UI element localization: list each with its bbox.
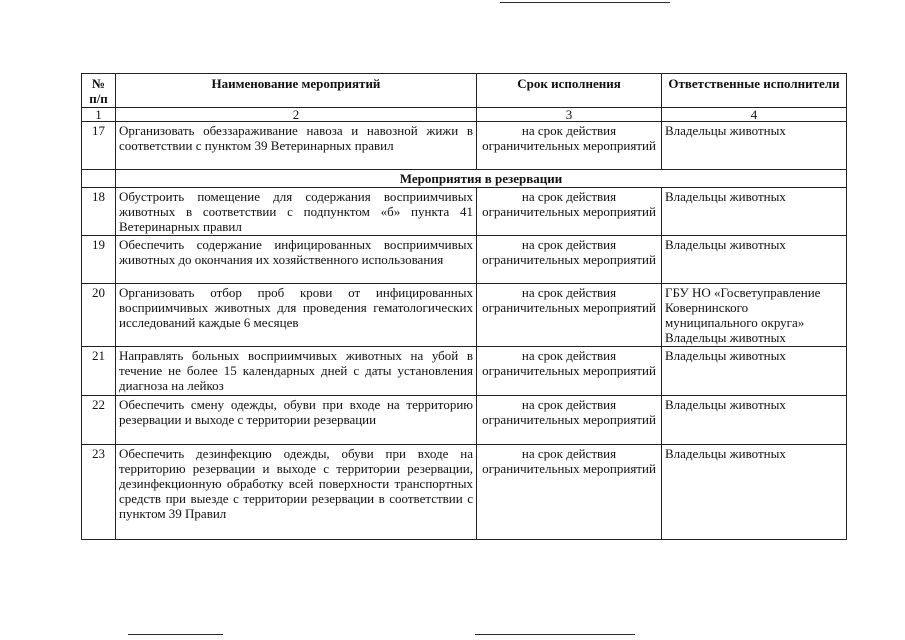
measure-term: на срок действия ограничительных мероприятий (477, 284, 662, 347)
measures-table (81, 73, 847, 540)
header-responsible: Ответственные исполнители (662, 74, 847, 108)
column-index-row (82, 108, 847, 122)
scan-edge-top (500, 2, 670, 3)
table-row (82, 347, 847, 396)
measure-responsible: Владельцы животных (662, 188, 847, 236)
column-index: 3 (477, 108, 662, 122)
row-number: 19 (82, 236, 116, 284)
section-spacer (82, 170, 116, 188)
measure-responsible: Владельцы животных (662, 236, 847, 284)
row-number: 21 (82, 347, 116, 396)
measure-term: на срок действия ограничительных мероприятий (477, 445, 662, 540)
header-name: Наименование мероприятий (116, 74, 477, 108)
row-number: 22 (82, 396, 116, 445)
scan-edge-bottom-right (475, 634, 635, 635)
measure-term: на срок действия ограничительных мероприятий (477, 188, 662, 236)
column-index: 4 (662, 108, 847, 122)
row-number: 23 (82, 445, 116, 540)
measure-responsible: Владельцы животных (662, 445, 847, 540)
measure-responsible: Владельцы животных (662, 396, 847, 445)
column-index: 1 (82, 108, 116, 122)
measure-term: на срок действия ограничительных мероприятий (477, 347, 662, 396)
measure-name: Обеспечить дезинфекцию одежды, обуви при входе на территорию резервации и выходе с территории резервации, дезинфекционную обработку всей поверхности транспортных средств при выезде с территории резервации в соответствии с пунктом 39 Правил (116, 445, 477, 540)
row-number: 18 (82, 188, 116, 236)
row-number: 20 (82, 284, 116, 347)
measure-name: Обустроить помещение для содержания восприимчивых животных в соответствии с подпунктом «б» пункта 41 Ветеринарных правил (116, 188, 477, 236)
measure-term: на срок действия ограничительных мероприятий (477, 236, 662, 284)
header-term: Срок исполнения (477, 74, 662, 108)
measure-name: Организовать отбор проб крови от инфицированных восприимчивых животных для проведения гематологических исследований каждые 6 месяцев (116, 284, 477, 347)
scan-edge-bottom-left (128, 634, 223, 635)
section-row (82, 170, 847, 188)
table-row (82, 236, 847, 284)
measure-responsible: Владельцы животных (662, 122, 847, 170)
section-title: Мероприятия в резервации (116, 170, 847, 188)
table-row (82, 445, 847, 540)
measure-term: на срок действия ограничительных мероприятий (477, 396, 662, 445)
row-number: 17 (82, 122, 116, 170)
measure-name: Обеспечить смену одежды, обуви при входе на территорию резервации и выходе с территории резервации (116, 396, 477, 445)
measure-name: Обеспечить содержание инфицированных восприимчивых животных до окончания их хозяйственного использования (116, 236, 477, 284)
table-row (82, 188, 847, 236)
table-row (82, 396, 847, 445)
measure-name: Направлять больных восприимчивых животных на убой в течение не более 15 календарных дней с даты установления диагноза на лейкоз (116, 347, 477, 396)
measure-name: Организовать обеззараживание навоза и навозной жижи в соответствии с пунктом 39 Ветеринарных правил (116, 122, 477, 170)
header-num: № п/п (82, 74, 116, 108)
table-row (82, 284, 847, 347)
table-header-row (82, 74, 847, 108)
measure-term: на срок действия ограничительных мероприятий (477, 122, 662, 170)
column-index: 2 (116, 108, 477, 122)
measure-responsible: Владельцы животных (662, 347, 847, 396)
measure-responsible: ГБУ НО «Госветуправление Ковернинского муниципального округа» Владельцы животных (662, 284, 847, 347)
table-row (82, 122, 847, 170)
